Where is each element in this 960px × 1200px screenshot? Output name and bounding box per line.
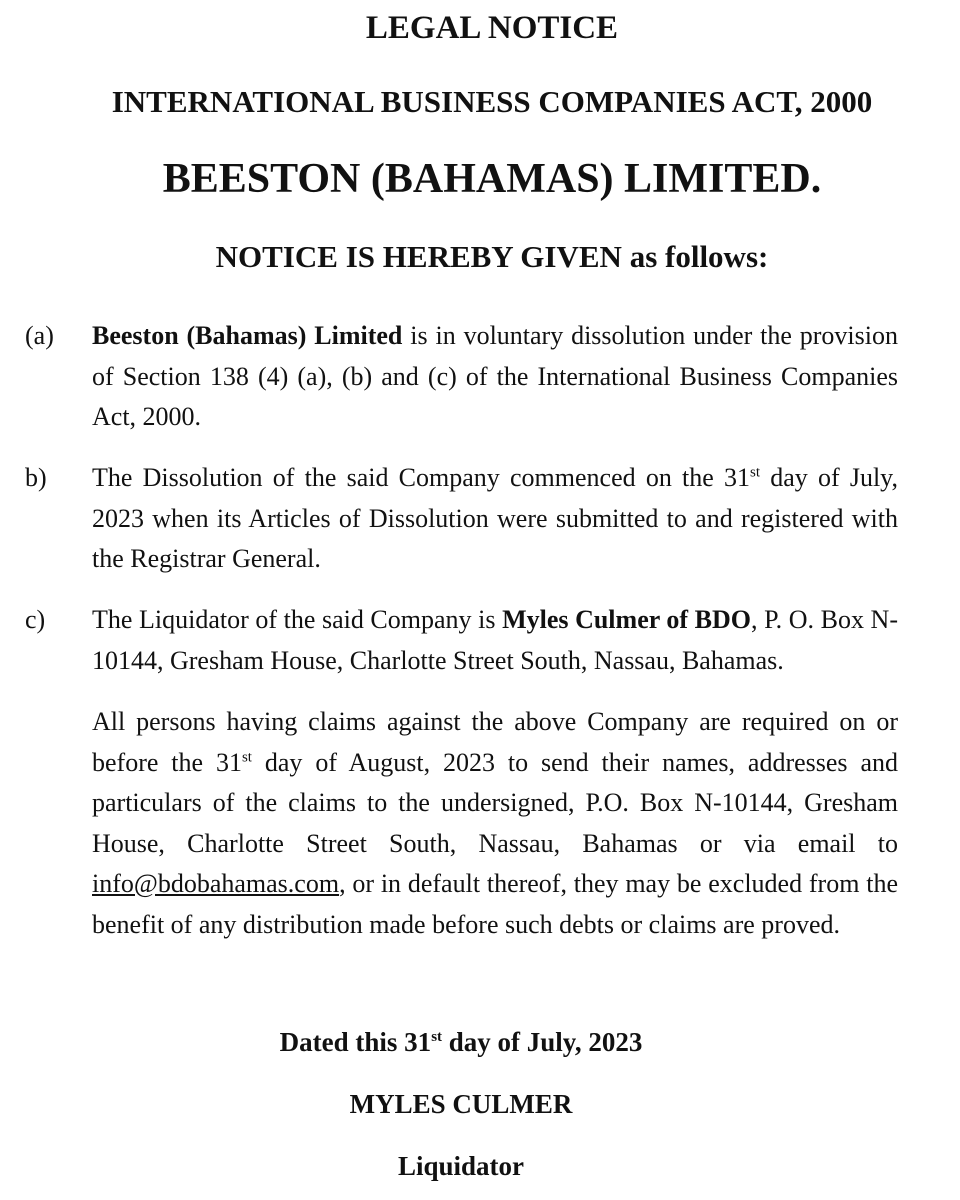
dated-before: Dated this 31 bbox=[279, 1027, 432, 1057]
claims-body-2: day of August, 2023 to send their names, addresses and particulars of the claims to the undersigned, P.O. Box N-10144, Gresham House, Charlotte Street South, Nassau, Bahamas or via email to bbox=[92, 747, 898, 858]
item-a-text bbox=[92, 316, 898, 438]
item-b-body-2: day of July, 2023 when its Articles of Dissolution were submitted to and registered with the Registrar General. bbox=[92, 463, 898, 573]
email-link[interactable]: info@bdobahamas.com bbox=[92, 869, 340, 898]
dated-sup: st bbox=[431, 1029, 443, 1045]
company-name: BEESTON (BAHAMAS) LIMITED. bbox=[162, 156, 822, 202]
signatory-role: Liquidator bbox=[397, 1151, 525, 1181]
item-b-text bbox=[92, 458, 898, 580]
claims-body-3: , or in default thereof, they may be excluded from the benefit of any distribution made before such debts or claims are proved. bbox=[92, 869, 898, 939]
notice-intro-bold: NOTICE IS HEREBY GIVEN bbox=[215, 239, 622, 274]
item-b-body-1: The Dissolution of the said Company commenced on the 31 bbox=[92, 463, 750, 492]
item-a-marker: (a) bbox=[25, 321, 54, 350]
notice-title: LEGAL NOTICE bbox=[365, 10, 619, 46]
item-c-liquidator: Myles Culmer of BDO bbox=[502, 605, 751, 634]
claims-body-1: All persons having claims against the above Company are required on or before the 31 bbox=[92, 707, 898, 777]
dated-line bbox=[0, 1027, 922, 1058]
notice-intro-rest: as follows: bbox=[621, 239, 769, 274]
notice-intro bbox=[12, 239, 960, 275]
item-b-marker: b) bbox=[25, 463, 47, 492]
dated-after: day of July, 2023 bbox=[442, 1027, 643, 1057]
claims-text bbox=[92, 702, 898, 945]
signatory-name: MYLES CULMER bbox=[349, 1089, 573, 1119]
item-c-marker: c) bbox=[25, 605, 46, 634]
item-c-body-1: The Liquidator of the said Company is bbox=[92, 605, 503, 634]
item-c-text bbox=[92, 600, 898, 681]
item-b-sup: st bbox=[750, 464, 761, 481]
item-a-company: Beeston (Bahamas) Limited bbox=[92, 321, 403, 350]
claims-sup: st bbox=[241, 748, 252, 765]
act-heading: INTERNATIONAL BUSINESS COMPANIES ACT, 2000 bbox=[111, 84, 873, 119]
item-c-body-2: , P. O. Box N-10144, Gresham House, Charlotte Street South, Nassau, Bahamas. bbox=[92, 605, 898, 675]
item-a-body: is in voluntary dissolution under the provision of Section 138 (4) (a), (b) and (c) of the International Business Companies Act, 2000. bbox=[92, 321, 898, 431]
